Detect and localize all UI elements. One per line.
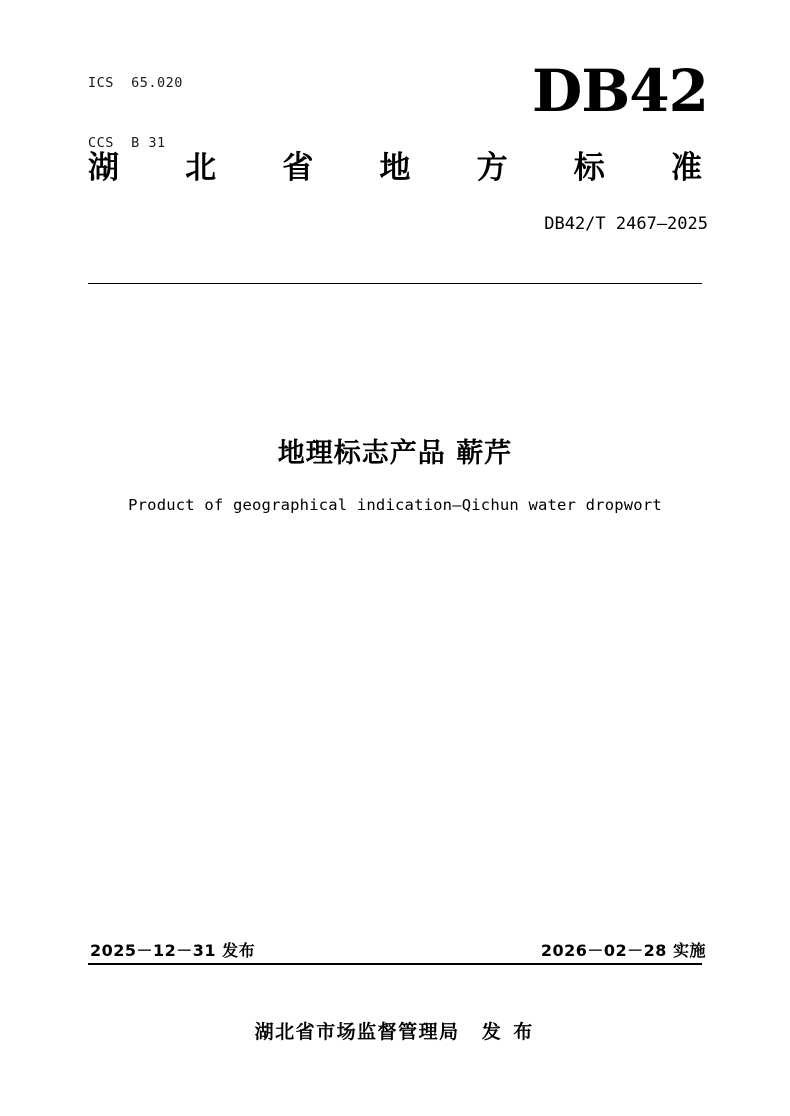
province-char-4: 方 (476, 150, 508, 186)
document-title-chinese: 地理标志产品 蕲芹 (277, 438, 513, 469)
province-char-5: 标 (573, 150, 605, 186)
implementation-date: 2026－02－28 实施 (540, 941, 706, 960)
province-char-6: 准 (670, 150, 702, 186)
standard-number: DB42/T 2467—2025 (544, 214, 708, 234)
publisher-line (0, 1017, 790, 1044)
province-standard-title (88, 148, 702, 188)
document-title-english: Product of geographical indication—Qichun water dropwort (128, 496, 662, 514)
ics-code: ICS 65.020 (88, 75, 183, 91)
header-divider (88, 283, 702, 284)
publisher-suffix: 发 布 (481, 1021, 536, 1043)
footer-divider (88, 963, 702, 965)
province-char-3: 地 (379, 150, 411, 186)
ccs-code: CCS B 31 (88, 135, 166, 151)
db42-logo: DB42 (531, 57, 708, 125)
province-char-0: 湖 (88, 150, 119, 186)
province-char-2: 省 (282, 150, 314, 186)
issue-date: 2025－12－31 发布 (90, 941, 256, 960)
province-char-1: 北 (185, 150, 217, 186)
publisher-name: 湖北省市场监督管理局 (254, 1021, 460, 1043)
